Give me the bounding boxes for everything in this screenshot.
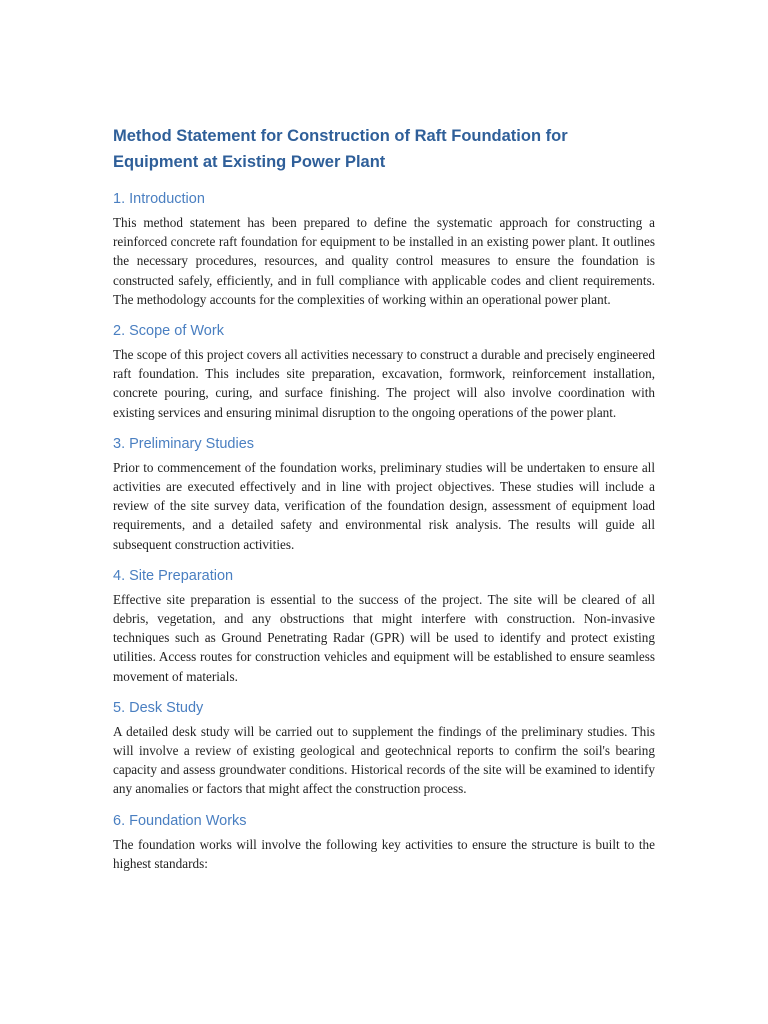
section-heading: 1. Introduction [113, 191, 205, 207]
section-paragraph: The scope of this project covers all activities necessary to construct a durable and precisely engineered raft foundation. This includes site preparation, excavation, formwork, reinforcement installation, concrete pouring, curing, and surface finishing. The project will also involve coordination with existing services and ensuring minimal disruption to the ongoing operations of the power plant. [113, 347, 655, 420]
document-content [113, 123, 655, 885]
section-paragraph: This method statement has been prepared to define the systematic approach for constructing a reinforced concrete raft foundation for equipment to be installed in an existing power plant. It outlines the necessary procedures, resources, and quality control measures to ensure the foundation is constructed safely, efficiently, and in full compliance with applicable codes and client requirements. The methodology accounts for the complexities of working within an operational power plant. [113, 215, 655, 307]
section-scope-of-work [113, 321, 655, 422]
section-heading: 2. Scope of Work [113, 323, 224, 340]
section-paragraph: The foundation works will involve the following key activities to ensure the structure is built to the highest standards: [113, 836, 655, 871]
section-heading: 5. Desk Study [113, 699, 204, 716]
section-paragraph: A detailed desk study will be carried out to supplement the findings of the preliminary studies. This will involve a review of existing geological and geotechnical reports to confirm the soil's bearing capacity and assess groundwater conditions. Historical records of the site will be examined to identify any anomalies or factors that might affect the construction process. [113, 723, 655, 797]
section-paragraph: Prior to commencement of the foundation works, preliminary studies will be undertaken to ensure all activities are executed effectively and in line with project objectives. These studies will include a review of the site survey data, verification of the foundation design, assessment of equipment load requirements, and a detailed safety and environmental risk analysis. The results will guide all subsequent construction activities. [113, 459, 655, 552]
section-heading: 4. Site Preparation [113, 567, 234, 584]
section-introduction [113, 189, 655, 309]
document-title: Method Statement for Construction of Raft Foundation for Equipment at Existing Power Plant [113, 127, 568, 171]
section-heading: 3. Preliminary Studies [113, 435, 255, 452]
section-preliminary-studies [113, 434, 655, 554]
section-paragraph: Effective site preparation is essential to the success of the project. The site will be cleared of all debris, vegetation, and any obstructions that might interfere with construction. Non-invasive techniques such as Ground Penetrating Radar (GPR) will be used to identify and protect existing utilities. Access routes for construction vehicles and equipment will be established to ensure seamless movement of materials. [113, 591, 655, 684]
section-foundation-works [113, 811, 655, 873]
section-heading: 6. Foundation Works [113, 812, 247, 829]
section-desk-study [113, 698, 655, 799]
section-site-preparation [113, 566, 655, 686]
